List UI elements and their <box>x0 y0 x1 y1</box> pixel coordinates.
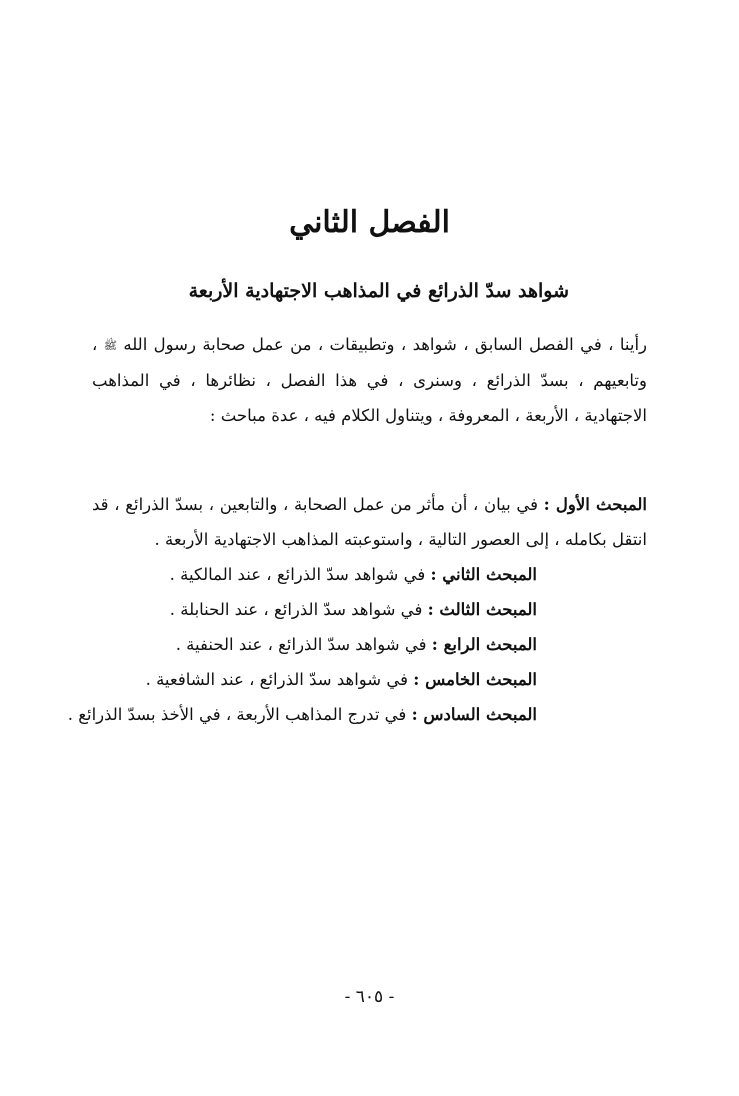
section-heading: المبحث الأول : <box>543 495 647 514</box>
section-text: في شواهد سدّ الذرائع ، عند المالكية . <box>169 565 426 584</box>
section-text: في شواهد سدّ الذرائع ، عند الحنابلة . <box>169 600 423 619</box>
section-item-1 <box>92 487 647 557</box>
intro-text-part2: ، وتابعيهم ، بسدّ الذرائع ، وسنرى ، في هذا الفصل ، نظائرها ، في المذاهب الاجتهادية ، الأربعة ، المعروفة ، ويتناول الكلام فيه ، عدة مباحث : <box>92 335 647 425</box>
sections-list <box>67 487 647 732</box>
section-heading: المبحث الثاني : <box>430 565 537 584</box>
section-text: في بيان ، أن مأثر من عمل الصحابة ، والتابعين ، بسدّ الذرائع ، قد انتقل بكامله ، إلى العصور التالية ، واستوعبته المذاهب الاجتهادية الأربعة . <box>92 495 647 549</box>
section-item-6 <box>67 697 647 732</box>
section-item-2 <box>92 557 647 592</box>
section-text: في شواهد سدّ الذرائع ، عند الشافعية . <box>145 670 409 689</box>
chapter-title: الفصل الثاني <box>289 205 450 240</box>
section-heading: المبحث الرابع : <box>431 635 537 654</box>
page-number: - ٦٠٥ - <box>344 987 395 1007</box>
section-heading: المبحث السادس : <box>411 705 537 724</box>
section-item-4 <box>92 627 647 662</box>
section-text: في تدرج المذاهب الأربعة ، في الأخذ بسدّ الذرائع . <box>67 705 407 724</box>
salawat-symbol: ﷺ <box>103 339 117 352</box>
section-item-5 <box>92 662 647 697</box>
section-heading: المبحث الثالث : <box>427 600 537 619</box>
section-heading: المبحث الخامس : <box>413 670 537 689</box>
chapter-subtitle: شواهد سدّ الذرائع في المذاهب الاجتهادية الأربعة <box>188 280 569 302</box>
intro-text-part1: رأينا ، في الفصل السابق ، شواهد ، وتطبيقات ، من عمل صحابة رسول الله <box>123 335 647 354</box>
section-text: في شواهد سدّ الذرائع ، عند الحنفية . <box>175 635 427 654</box>
section-item-3 <box>92 592 647 627</box>
intro-paragraph <box>92 327 647 433</box>
